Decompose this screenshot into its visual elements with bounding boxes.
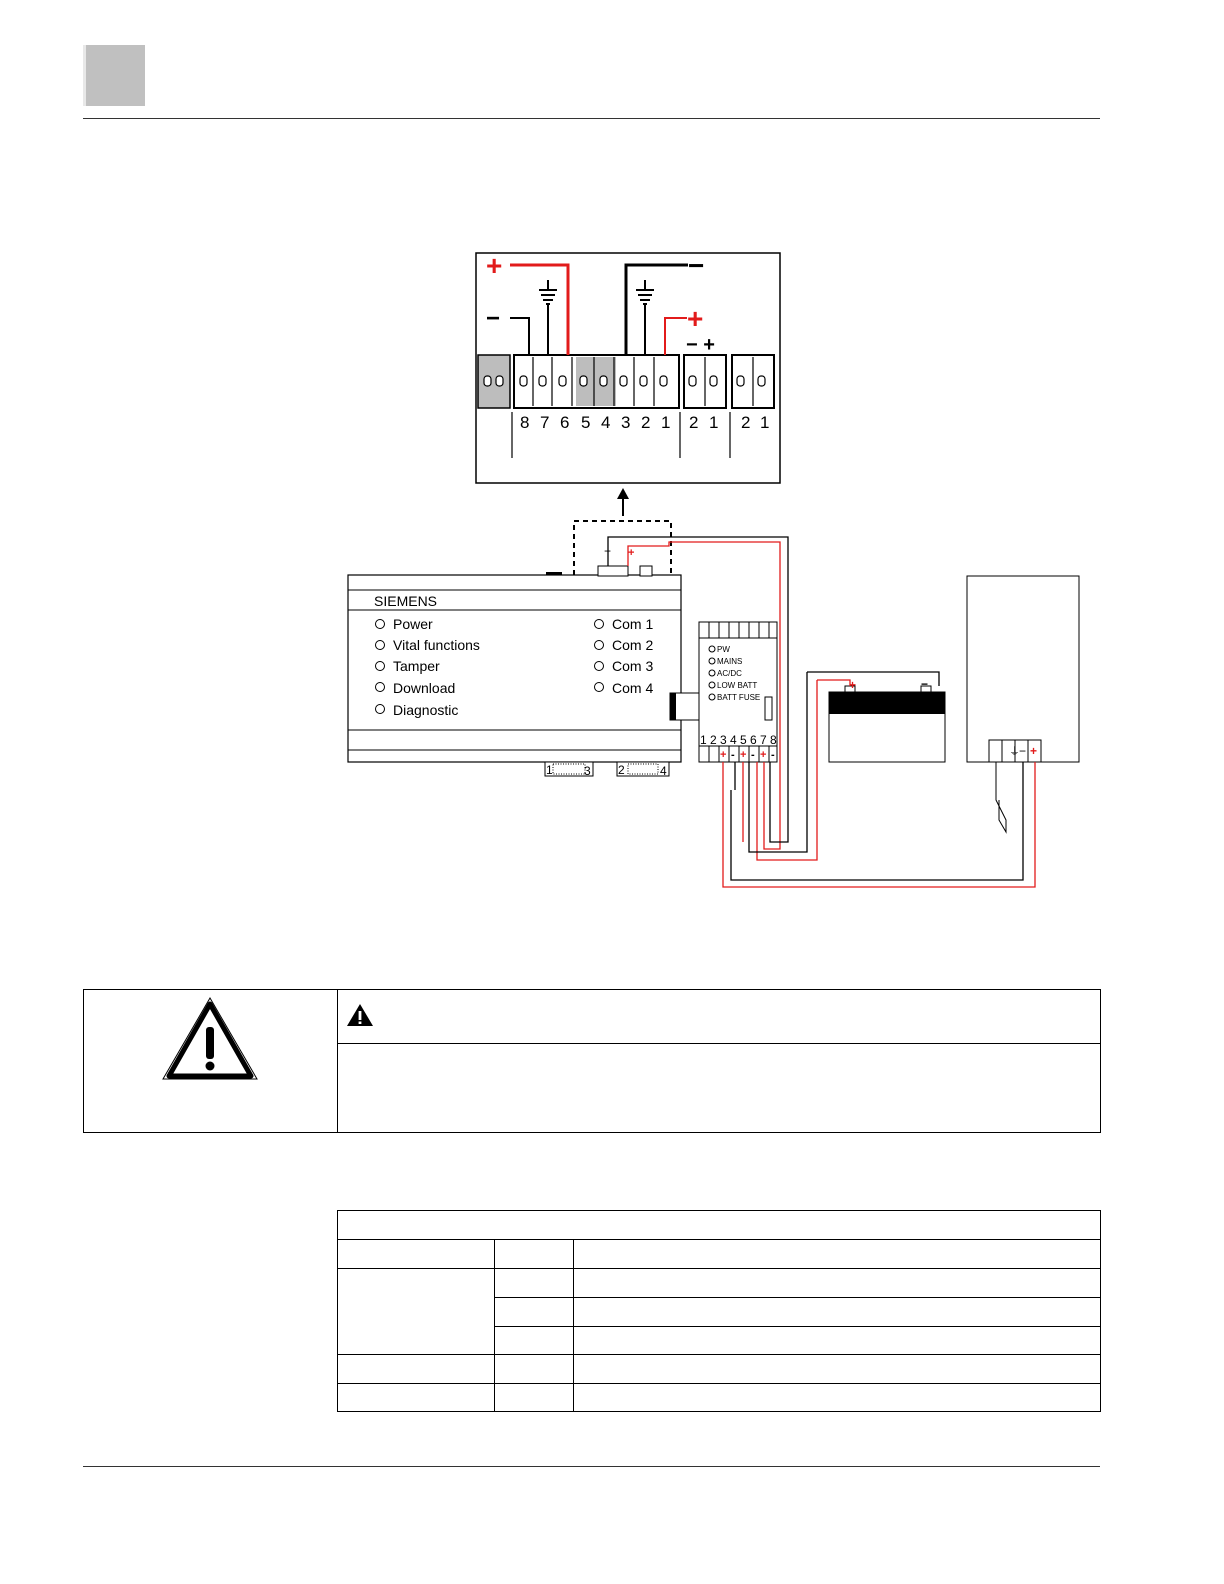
aux-polarity: − + [686,334,715,356]
svg-text:-: - [771,749,775,761]
terminal-number-1: 1 [661,413,671,432]
plus-sign: + [486,250,503,281]
table-row-rule [338,1354,1100,1355]
warning-box [83,989,1101,1133]
svg-text:+: + [740,749,747,761]
warning-icon-cell [84,990,338,1132]
svg-text:1: 1 [760,413,770,432]
led-com2: Com 2 [612,637,654,653]
svg-text:-: - [751,749,755,761]
svg-text:⏚: ⏚ [1009,746,1020,758]
wire-plus-label: + [628,547,635,559]
minus-sign: − [486,305,501,332]
terminal-number-8: 8 [520,413,530,432]
port-label-2: 2 [618,763,625,777]
terminal-number-6: 6 [560,413,570,432]
terminal-number-5: 5 [581,413,591,432]
led-download: Download [393,680,456,696]
svg-text:+: + [760,749,767,761]
svg-text:2: 2 [741,413,751,432]
minus-sign: − [688,250,705,281]
table-row-rule [494,1326,1100,1327]
battery-minus: − [921,677,929,691]
svg-text:-: - [731,749,735,761]
svg-text:1: 1 [709,413,719,432]
svg-text:2: 2 [689,413,699,432]
battery [829,677,945,762]
table-row-rule [338,1383,1100,1384]
battery-plus: + [849,678,857,692]
terminal-number-4: 4 [601,413,611,432]
plus-sign: + [687,303,704,334]
svg-text:LOW BATT: LOW BATT [717,681,758,690]
svg-text:PW: PW [717,645,730,654]
port-label-1: 1 [546,763,553,777]
svg-text:MAINS: MAINS [717,657,743,666]
led-power: Power [393,616,433,632]
table-row-rule [494,1297,1100,1298]
led-com3: Com 3 [612,658,654,674]
data-table [337,1210,1101,1412]
brand-label: SIEMENS [374,593,438,609]
warning-triangle-icon [84,990,337,1132]
terminal-number-3: 3 [621,413,631,432]
led-tamper: Tamper [393,658,440,674]
led-diagnostic: Diagnostic [393,702,459,718]
header-rule [83,118,1100,119]
wire-minus-label: − [604,544,612,558]
chapter-marker [83,45,145,106]
psu-terminal-numbers: 1 2 3 4 5 6 7 8 [700,733,777,747]
warning-small-icon [346,1003,374,1027]
wiring-diagram [330,245,1090,900]
svg-text:−: − [1019,744,1027,758]
footer-rule [83,1466,1100,1467]
warning-header [338,990,1100,1044]
terminal-number-2: 2 [641,413,651,432]
svg-text:AC/DC: AC/DC [717,669,742,678]
svg-text:+: + [1030,744,1038,758]
port-label-3: 3 [584,764,591,778]
port-label-4: 4 [660,764,667,778]
led-vital-functions: Vital functions [393,637,480,653]
table-col-rule [573,1239,574,1411]
psu-module [699,622,777,762]
led-com1: Com 1 [612,616,654,632]
led-com4: Com 4 [612,680,654,696]
table-col-rule [494,1239,495,1411]
controller-unit [348,566,707,778]
svg-text:+: + [720,749,727,761]
svg-text:BATT FUSE: BATT FUSE [717,693,761,702]
table-row-rule [338,1268,1100,1269]
terminal-number-7: 7 [540,413,550,432]
table-header-rule [338,1239,1100,1240]
